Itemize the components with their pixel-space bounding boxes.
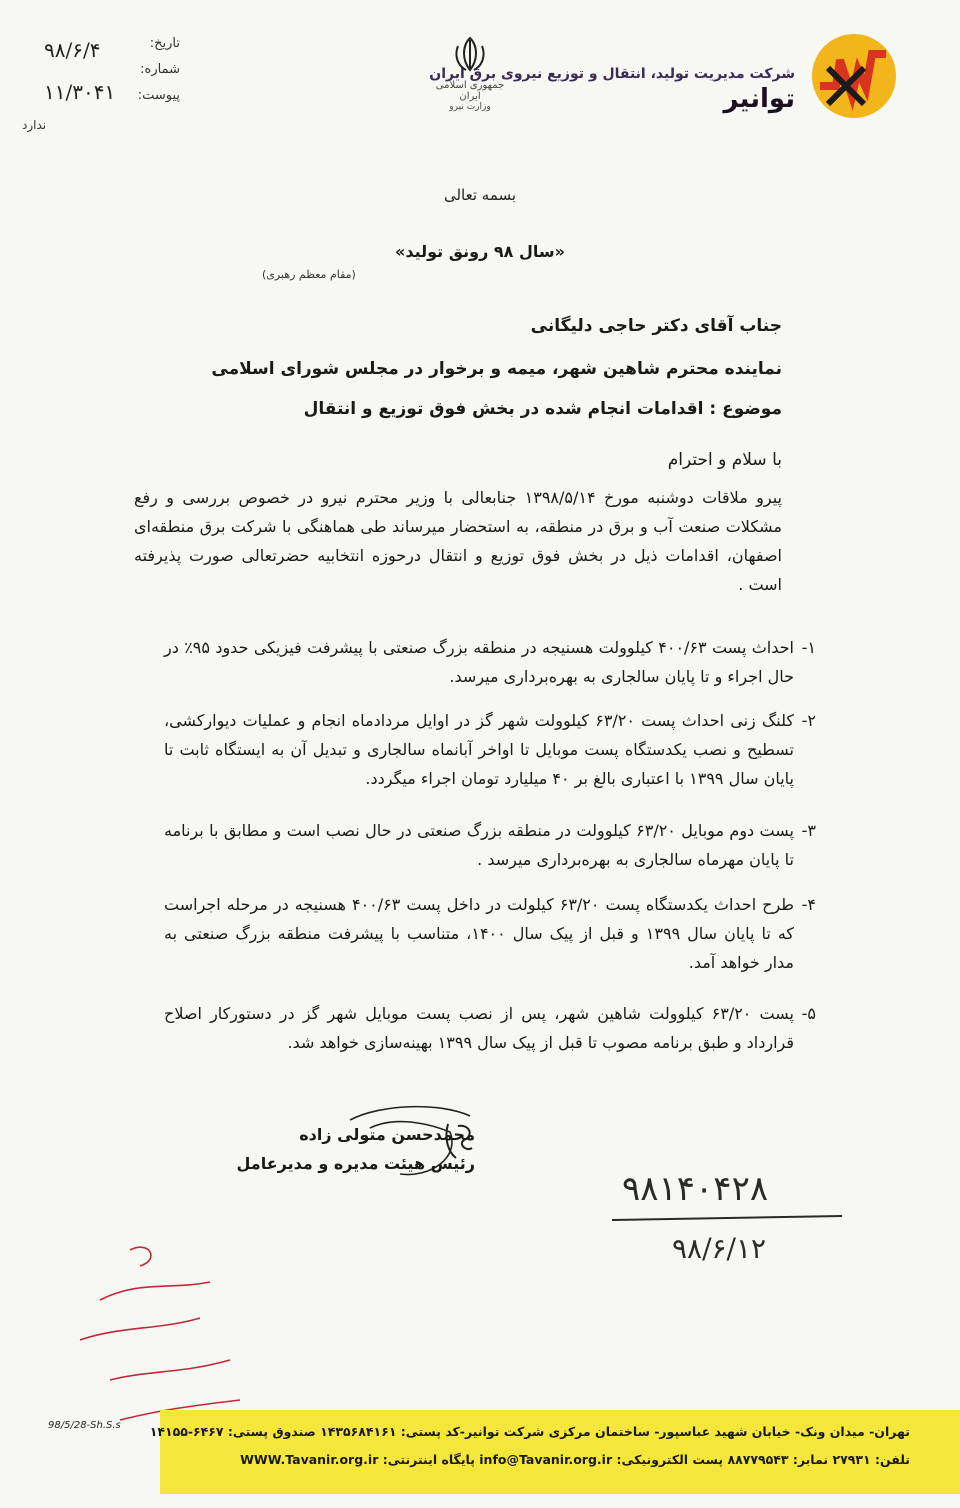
attachment-value: ندارد xyxy=(22,118,47,132)
list-item xyxy=(164,706,816,793)
addressee: جناب آقای دکتر حاجی دلیگانی xyxy=(530,316,782,336)
item-number: ۳- xyxy=(801,821,816,840)
item-text: پست دوم موبایل ۶۳/۲۰ کیلوولت در منطقه بزرگ صنعتی در حال نصب است و مطابق با برنامه تا پایان مهرماه سالجاری به بهره‌برداری میرسد . xyxy=(164,821,794,869)
item-number: ۲- xyxy=(801,711,816,730)
handwritten-registration xyxy=(612,1160,842,1270)
item-text: احداث پست ۴۰۰/۶۳ کیلوولت هسنیجه در منطقه بزرگ صنعتی با پیشرفت فیزیکی حدود ۹۵٪ در حال اجراء و تا پایان سالجاری به بهره‌برداری میرسد. xyxy=(164,638,794,686)
attachment-label: پیوست: xyxy=(137,88,180,103)
addressee-title: نماینده محترم شاهین شهر، میمه و برخوار در مجلس شورای اسلامی xyxy=(211,359,782,379)
item-number: ۴- xyxy=(801,895,816,914)
company-name: توانیر xyxy=(723,84,795,114)
company-line: شرکت مدیریت تولید، انتقال و توزیع نیروی برق ایران xyxy=(429,66,795,82)
greeting: با سلام و احترام xyxy=(667,450,782,470)
list-item xyxy=(164,999,816,1057)
year-slogan: «سال ۹۸ رونق تولید» xyxy=(395,242,565,261)
tavanir-logo xyxy=(806,30,902,120)
signer-title: رئیس هیئت مدیره و مدیرعامل xyxy=(236,1154,475,1173)
list-item xyxy=(164,890,816,977)
bismillah: بسمه تعالی xyxy=(443,186,517,204)
footer-address: تهران- میدان ونک- خیابان شهید عباسپور- ساختمان مرکزی شرکت توانیر-کد پستی: ۱۴۳۵۶۸۴۱۶۱ صندوق پستی: ۶۴۶۷-۱۴۱۵۵ xyxy=(149,1424,910,1439)
intro-paragraph: پیرو ملاقات دوشنبه مورخ ۱۳۹۸/۵/۱۴ جنابعالی با وزیر محترم نیرو در خصوص بررسی و رفع مشکلات صنعت آب و برق در منطقه، به استحضار میرساند طی هماهنگی با شرکت برق منطقه‌ای اصفهان، اقدامات ذیل در بخش فوق توزیع و انتقال درحوزه انتخابیه حضرتعالی صورت پذیرفته است . xyxy=(134,488,783,594)
item-text: طرح احداث یکدستگاه پست ۶۳/۲۰ کیلولت در داخل پست ۴۰۰/۶۳ هسنیجه در مرحله اجراست که تا پایان سال ۱۳۹۹ و قبل از پیک سال ۱۴۰۰، متناسب با پیشرفت منطقه بزرگ صنعتی به مدار خواهد آمد. xyxy=(164,895,795,972)
gov-line2: وزارت نیرو xyxy=(449,102,491,112)
signer-name: محمدحسن متولی زاده xyxy=(299,1125,475,1144)
list-item xyxy=(164,816,816,874)
letter-meta xyxy=(22,34,180,144)
item-number: ۱- xyxy=(801,638,816,657)
footer-contact: تلفن: ۲۷۹۳۱ نمابر: ۸۸۷۷۹۵۴۳ پست الکترونیکی: info@Tavanir.org.ir پایگاه اینترنتی: WWW.Tavanir.org.ir xyxy=(240,1452,910,1467)
handwritten-date: ۹۸/۶/۱۲ xyxy=(672,1232,767,1265)
signature-block xyxy=(237,1125,475,1173)
gov-emblem-block xyxy=(432,34,508,112)
number-label: شماره: xyxy=(140,62,180,77)
document-code: 98/5/28-Sh.S.s xyxy=(48,1420,121,1431)
item-text: پست ۶۳/۲۰ کیلوولت شاهین شهر، پس از نصب پست موبایل شهر گز در دستورکار اصلاح قرارداد و طبق برنامه مصوب تا قبل از پیک سال ۱۳۹۹ بهینه‌سازی خواهد شد. xyxy=(164,1004,794,1052)
date-value: ۹۸/۶/۴ xyxy=(44,38,101,62)
subject: موضوع : اقدامات انجام شده در بخش فوق توزیع و انتقال xyxy=(303,399,782,419)
date-label: تاریخ: xyxy=(149,36,180,51)
number-value: ۱۱/۳۰۴۱ xyxy=(44,80,116,104)
handwritten-number: ۹۸۱۴۰۴۲۸ xyxy=(622,1169,769,1209)
gov-line1: جمهوری اسلامی ایران xyxy=(435,80,505,102)
slogan-source: (مقام معظم رهبری) xyxy=(262,268,356,281)
iran-emblem-icon xyxy=(450,34,490,74)
list-item xyxy=(164,633,816,691)
item-number: ۵- xyxy=(801,1004,816,1023)
item-text: کلنگ زنی احداث پست ۶۳/۲۰ کیلوولت شهر گز در اوایل مردادماه انجام و عملیات دیوارکشی، تسطیح و نصب یکدستگاه پست موبایل تا اواخر آبانماه سالجاری و تبدیل آن به ایستگاه ثابت تا پایان سال ۱۳۹۹ با اعتباری بالغ بر ۴۰ میلیارد تومان اجراء میگردد. xyxy=(164,711,794,788)
